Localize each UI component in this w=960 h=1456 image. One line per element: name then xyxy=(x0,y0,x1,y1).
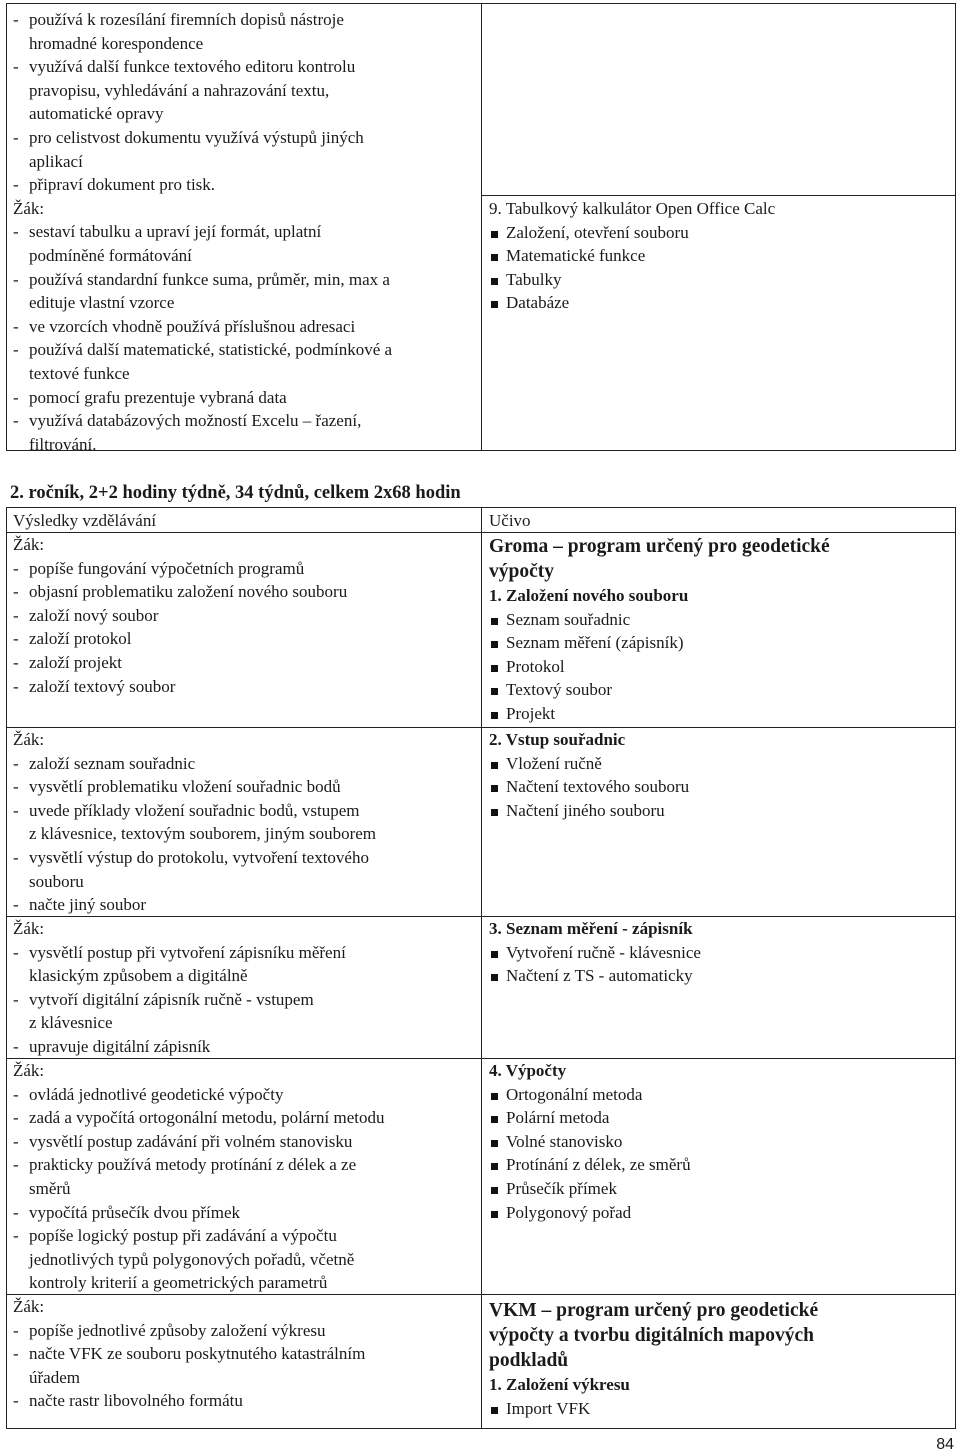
bullet-square-icon xyxy=(491,974,498,981)
topic-heading: 2. Vstup souřadnic xyxy=(489,730,626,749)
outcome-item: - využívá databázových možností Excelu – řazení, filtrování. xyxy=(13,411,362,454)
topics-cell-1 xyxy=(489,534,929,726)
student-label: Žák: xyxy=(13,1297,45,1316)
topic-bullet: Ortogonální metoda xyxy=(489,1083,929,1107)
topics-cell-4 xyxy=(489,1059,929,1224)
section-heading: 2. ročník, 2+2 hodiny týdně, 34 týdnů, celkem 2x68 hodin xyxy=(10,483,461,503)
topic-bullet: Volné stanovisko xyxy=(489,1130,929,1154)
outcome-item: - načte VFK ze souboru poskytnutého katastrálním úřadem xyxy=(13,1344,366,1387)
outcomes-cell-5 xyxy=(13,1295,475,1413)
topic-bullet: Založení, otevření souboru xyxy=(489,221,951,245)
bullet-square-icon xyxy=(491,665,498,672)
topic-bullet: Načtení z TS - automaticky xyxy=(489,964,929,988)
outcome-item: - vysvětlí postup zadávání při volném stanovisku xyxy=(13,1131,353,1151)
bullet-square-icon xyxy=(491,1163,498,1170)
bullet-square-icon xyxy=(491,712,498,719)
outcome-item: - používá k rozesílání firemních dopisů nástroje hromadné korespondence xyxy=(13,10,344,53)
program-title: VKM – program určený pro geodetické výpočty a tvorbu digitálních mapových podkladů xyxy=(489,1300,819,1371)
outcome-item: - popíše jednotlivé způsoby založení výkresu xyxy=(13,1320,326,1340)
outcome-item: - upravuje digitální zápisník xyxy=(13,1036,211,1056)
topic-bullet: Načtení textového souboru xyxy=(489,775,929,799)
outcome-item: - využívá další funkce textového editoru kontrolu pravopisu, vyhledávání a nahrazování textu, automatické opravy xyxy=(13,57,356,124)
topic-bullet: Tabulky xyxy=(489,268,951,292)
outcomes-cell-2 xyxy=(13,728,475,917)
outcome-item: - vysvětlí výstup do protokolu, vytvoření textového souboru xyxy=(13,847,369,891)
topic-heading: 4. Výpočty xyxy=(489,1061,567,1080)
header-right: Učivo xyxy=(489,511,531,530)
bullet-square-icon xyxy=(491,1116,498,1123)
outcome-item: - popíše logický postup při zadávání a výpočtu jednotlivých typů polygonových pořadů, včetně kontroly kriterií a geometrických parametrů xyxy=(13,1226,355,1293)
outcomes-cell-1 xyxy=(13,533,475,698)
outcome-item: - založí textový soubor xyxy=(13,676,176,696)
outcome-item: - ve vzorcích vhodně používá příslušnou adresaci xyxy=(13,316,356,336)
outcome-item: - založí projekt xyxy=(13,652,122,672)
topic-bullet: Vytvoření ručně - klávesnice xyxy=(489,941,929,965)
bullet-square-icon xyxy=(491,762,498,769)
topic-bullet: Protínání z délek, ze směrů xyxy=(489,1153,929,1177)
topic-bullet: Textový soubor xyxy=(489,678,929,702)
student-label: Žák: xyxy=(13,1061,45,1080)
topic-bullet: Seznam souřadnic xyxy=(489,608,929,632)
outcome-item: - založí nový soubor xyxy=(13,605,159,625)
outcome-item: - objasní problematiku založení nového souboru xyxy=(13,582,348,602)
bullet-square-icon xyxy=(491,1187,498,1194)
outcome-item: - pomocí grafu prezentuje vybraná data xyxy=(13,387,287,407)
topic-bullet: Protokol xyxy=(489,655,929,679)
outcome-item: - ovládá jednotlivé geodetické výpočty xyxy=(13,1084,284,1104)
student-label: Žák: xyxy=(13,919,45,938)
outcome-item: - používá další matematické, statistické, podmínkové a textové funkce xyxy=(13,340,393,383)
topic-heading: 9. Tabulkový kalkulátor Open Office Calc xyxy=(489,199,776,218)
column-divider xyxy=(481,4,482,450)
outcome-item: - založí seznam souřadnic xyxy=(13,753,196,773)
outcome-item: - vytvoří digitální zápisník ručně - vstupem z klávesnice xyxy=(13,989,314,1033)
bullet-square-icon xyxy=(491,1140,498,1147)
topic-bullet: Průsečík přímek xyxy=(489,1177,929,1201)
topic-heading: 1. Založení výkresu xyxy=(489,1375,630,1394)
page-number: 84 xyxy=(936,1436,954,1453)
curriculum-table-2 xyxy=(6,507,956,1429)
bullet-square-icon xyxy=(491,785,498,792)
outcome-item: - prakticky používá metody protínání z délek a ze směrů xyxy=(13,1155,357,1198)
outcome-item: - založí protokol xyxy=(13,629,132,649)
outcome-item: - načte rastr libovolného formátu xyxy=(13,1391,243,1411)
topic-bullet: Databáze xyxy=(489,291,951,315)
row-divider xyxy=(481,195,955,196)
outcome-item: - vysvětlí postup při vytvoření zápisníku měření klasickým způsobem a digitálně xyxy=(13,942,346,986)
topic-bullet: Polární metoda xyxy=(489,1106,929,1130)
outcome-item: - vysvětlí problematiku vložení souřadnic bodů xyxy=(13,777,341,797)
topic-bullet: Import VFK xyxy=(489,1397,929,1421)
topic-bullet: Polygonový pořad xyxy=(489,1201,929,1225)
topics-cell-2 xyxy=(489,728,929,822)
outcomes-cell-4 xyxy=(13,1059,475,1295)
outcomes-cell-3 xyxy=(13,917,475,1059)
bullet-square-icon xyxy=(491,254,498,261)
header-left: Výsledky vzdělávání xyxy=(13,511,157,530)
bullet-square-icon xyxy=(491,618,498,625)
table1-left-cell xyxy=(13,8,475,456)
outcome-item: - uvede příklady vložení souřadnic bodů, vstupem z klávesnice, textovým souborem, jiným souborem xyxy=(13,800,377,844)
bullet-square-icon xyxy=(491,1407,498,1414)
topics-cell-5 xyxy=(489,1298,929,1420)
student-label: Žák: xyxy=(13,730,45,749)
topic-heading: 3. Seznam měření - zápisník xyxy=(489,919,693,938)
bullet-square-icon xyxy=(491,809,498,816)
bullet-square-icon xyxy=(491,688,498,695)
outcome-item: - popíše fungování výpočetních programů xyxy=(13,558,305,578)
bullet-square-icon xyxy=(491,278,498,285)
student-label: Žák: xyxy=(13,198,45,218)
outcome-item: - pro celistvost dokumentu využívá výstupů jiných aplikací xyxy=(13,127,364,171)
program-title: Groma – program určený pro geodetické výpočty xyxy=(489,536,830,582)
topic-bullet: Načtení jiného souboru xyxy=(489,799,929,823)
topic-heading: 1. Založení nového souboru xyxy=(489,586,689,605)
topic-bullet: Seznam měření (zápisník) xyxy=(489,631,929,655)
outcome-item: - připraví dokument pro tisk. xyxy=(13,175,216,195)
bullet-square-icon xyxy=(491,951,498,958)
topic-bullet: Projekt xyxy=(489,702,929,726)
bullet-square-icon xyxy=(491,1093,498,1100)
topic-bullet: Matematické funkce xyxy=(489,244,951,268)
bullet-square-icon xyxy=(491,301,498,308)
student-label: Žák: xyxy=(13,535,45,554)
outcome-item: - používá standardní funkce suma, průměr, min, max a edituje vlastní vzorce xyxy=(13,269,390,313)
outcome-item: - sestaví tabulku a upraví její formát, uplatní podmíněné formátování xyxy=(13,222,322,265)
topic-bullet: Vložení ručně xyxy=(489,752,929,776)
bullet-square-icon xyxy=(491,641,498,648)
table1-right-cell xyxy=(489,197,951,315)
bullet-square-icon xyxy=(491,1211,498,1218)
column-divider xyxy=(481,508,482,1428)
topics-cell-3 xyxy=(489,917,929,988)
outcome-item: - vypočítá průsečík dvou přímek xyxy=(13,1202,241,1222)
bullet-square-icon xyxy=(491,231,498,238)
outcome-item: - načte jiný soubor xyxy=(13,895,147,915)
curriculum-table-1 xyxy=(6,3,956,454)
outcome-item: - zadá a vypočítá ortogonální metodu, polární metodu xyxy=(13,1108,385,1128)
